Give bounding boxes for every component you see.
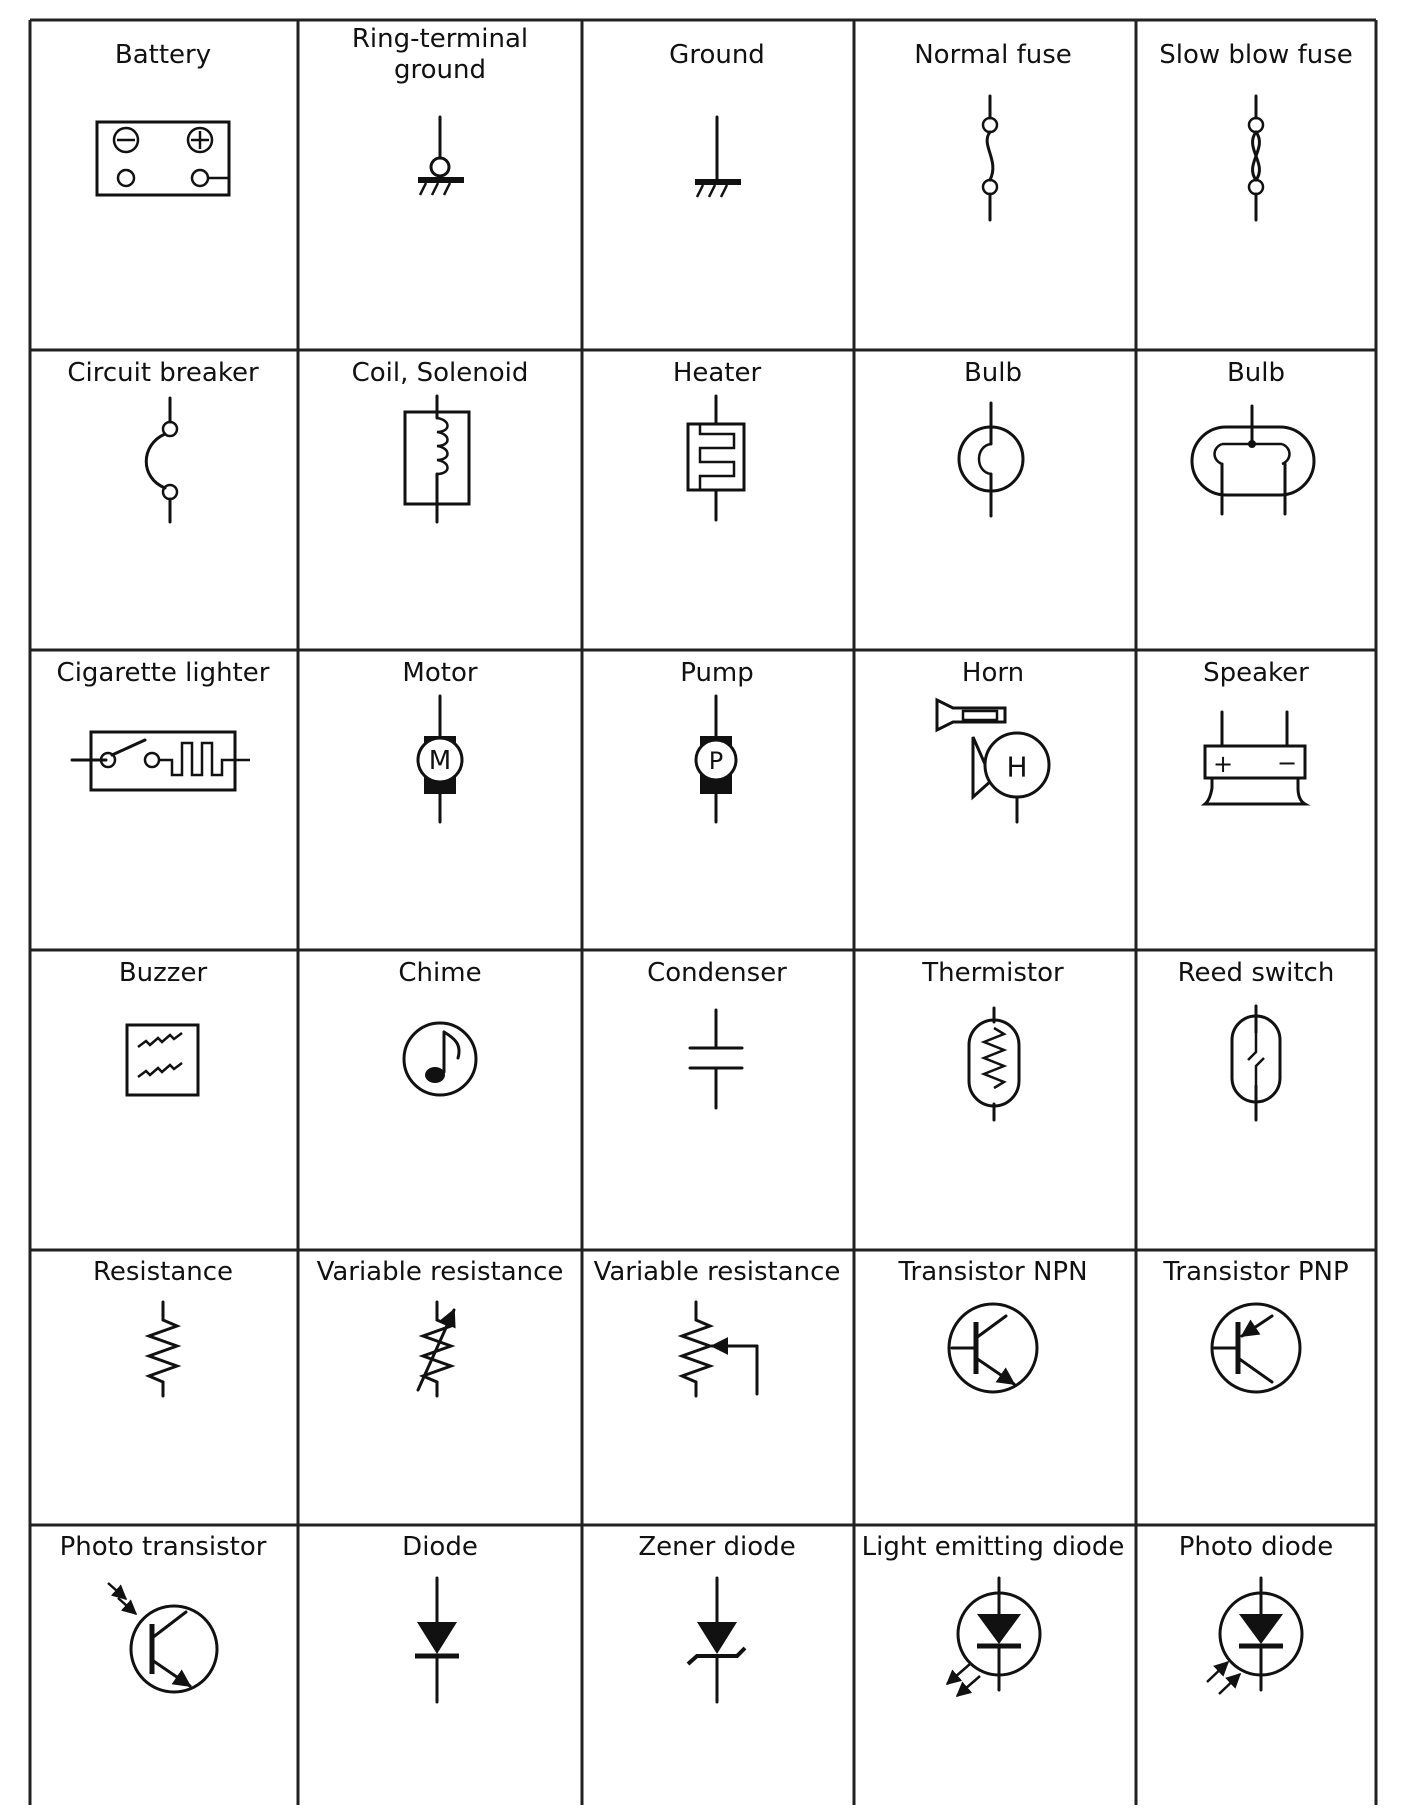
label-motor: Motor (402, 658, 478, 688)
normal-fuse-icon (983, 96, 997, 220)
label-condenser: Condenser (647, 958, 787, 988)
label-ring-terminal-ground-line2: ground (394, 55, 486, 85)
label-coil-solenoid: Coil, Solenoid (351, 358, 529, 388)
label-zener-diode: Zener diode (638, 1532, 796, 1562)
speaker-plus-text: + (1212, 750, 1234, 778)
circuit-breaker-icon (146, 398, 177, 522)
label-photo-diode: Photo diode (1178, 1532, 1334, 1562)
variable-resistor-arrow-icon (418, 1302, 454, 1396)
label-horn: Horn (961, 658, 1025, 688)
label-ring-terminal-ground-line1: Ring-terminal (351, 24, 529, 54)
motor-symbol-text: M (428, 746, 452, 776)
label-buzzer: Buzzer (118, 958, 208, 988)
condenser-icon (690, 1010, 742, 1108)
label-ground: Ground (669, 40, 765, 70)
bulb-single-filament-icon (959, 403, 1023, 516)
speaker-icon (1205, 712, 1305, 804)
label-photo-transistor: Photo transistor (59, 1532, 267, 1562)
photo-transistor-icon (108, 1583, 217, 1692)
label-resistance: Resistance (92, 1257, 234, 1287)
label-normal-fuse: Normal fuse (914, 40, 1072, 70)
zener-diode-icon (688, 1578, 745, 1702)
label-pump: Pump (680, 658, 754, 688)
pump-symbol-text: P (708, 747, 724, 775)
pump-icon (696, 696, 736, 822)
label-transistor-npn: Transistor NPN (898, 1257, 1088, 1287)
buzzer-icon (127, 1025, 198, 1095)
label-reed-switch: Reed switch (1177, 958, 1335, 988)
reed-switch-icon (1232, 1006, 1280, 1120)
label-variable-resistance-2: Variable resistance (593, 1257, 841, 1287)
bulb-double-filament-icon (1192, 406, 1314, 514)
horn-icon (937, 700, 1049, 822)
photo-diode-icon (1207, 1578, 1302, 1694)
resistor-icon (149, 1302, 177, 1396)
label-cigarette-lighter: Cigarette lighter (56, 658, 270, 688)
diode-icon (415, 1578, 459, 1702)
transistor-npn-icon (949, 1304, 1037, 1392)
label-bulb-2: Bulb (1226, 358, 1286, 388)
variable-resistor-wiper-icon (682, 1302, 757, 1396)
label-circuit-breaker: Circuit breaker (67, 358, 259, 388)
thermistor-icon (969, 1008, 1019, 1120)
chime-icon (404, 1023, 476, 1095)
label-diode: Diode (402, 1532, 478, 1562)
label-variable-resistance-1: Variable resistance (316, 1257, 564, 1287)
label-light-emitting-diode: Light emitting diode (861, 1532, 1125, 1562)
motor-icon (418, 696, 462, 822)
label-transistor-pnp: Transistor PNP (1163, 1257, 1349, 1287)
horn-symbol-text: H (1006, 750, 1028, 784)
speaker-minus-text: − (1276, 749, 1298, 777)
coil-solenoid-icon (405, 396, 469, 522)
transistor-pnp-icon (1212, 1304, 1300, 1392)
label-slow-blow-fuse: Slow blow fuse (1159, 40, 1353, 70)
led-icon (947, 1578, 1040, 1696)
battery-icon (97, 122, 229, 195)
ground-icon (695, 117, 741, 197)
cigarette-lighter-icon (72, 732, 250, 790)
label-heater: Heater (672, 358, 762, 388)
ring-terminal-ground-icon (418, 117, 464, 195)
label-battery: Battery (114, 40, 212, 70)
label-chime: Chime (398, 958, 482, 988)
label-speaker: Speaker (1203, 658, 1309, 688)
heater-icon (688, 396, 744, 520)
slow-blow-fuse-icon (1249, 96, 1263, 220)
label-bulb-1: Bulb (963, 358, 1023, 388)
label-thermistor: Thermistor (922, 958, 1064, 988)
